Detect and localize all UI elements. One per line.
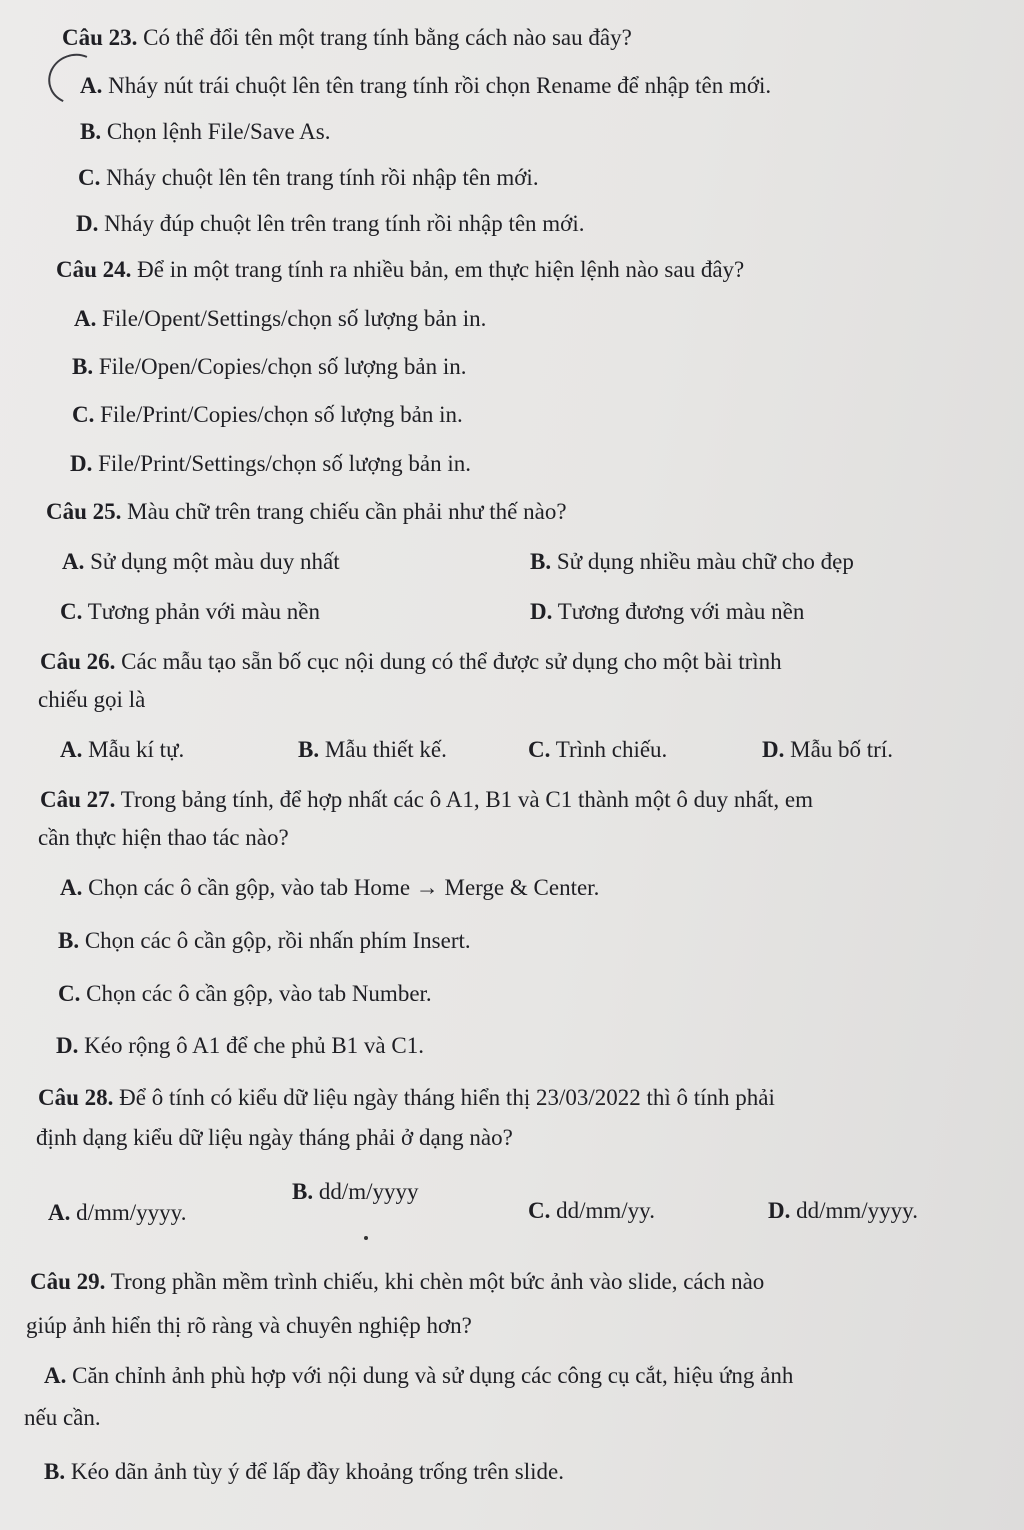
question-26: Câu 26. Các mẫu tạo sẵn bố cục nội dung có thể được sử dụng cho một bài trình (40, 649, 782, 674)
q26-option-c: C. Trình chiếu. (528, 737, 668, 762)
q27-option-d: D. Kéo rộng ô A1 để che phủ B1 và C1. (56, 1033, 424, 1058)
q28-option-c: C. dd/mm/yy. (528, 1198, 655, 1223)
question-28-line2: định dạng kiểu dữ liệu ngày tháng phải ở dạng nào? (36, 1125, 513, 1150)
q26-option-a: A. Mẫu kí tự. (60, 737, 185, 762)
q28-option-d: D. dd/mm/yyyy. (768, 1198, 918, 1223)
q23-option-b: B. Chọn lệnh File/Save As. (80, 119, 331, 144)
question-23: Câu 23. Có thể đổi tên một trang tính bằng cách nào sau đây? (62, 25, 632, 50)
q27-option-b: B. Chọn các ô cần gộp, rồi nhấn phím Insert. (58, 928, 471, 953)
q24-option-d: D. File/Print/Settings/chọn số lượng bản in. (70, 451, 471, 476)
q23-option-d: D. Nháy đúp chuột lên trên trang tính rồi nhập tên mới. (76, 211, 585, 236)
q28-option-b: B. dd/m/yyyy (292, 1179, 419, 1204)
q26-option-b: B. Mẫu thiết kế. (298, 737, 447, 762)
q23-option-a: A. Nháy nút trái chuột lên tên trang tính rồi chọn Rename để nhập tên mới. (80, 73, 772, 98)
question-26-line2: chiếu gọi là (38, 687, 146, 712)
q28-option-a: A. d/mm/yyyy. (48, 1200, 187, 1225)
q24-option-b: B. File/Open/Copies/chọn số lượng bản in. (72, 354, 467, 379)
q25-option-b: B. Sử dụng nhiều màu chữ cho đẹp (530, 549, 854, 574)
q24-option-c: C. File/Print/Copies/chọn số lượng bản in. (72, 402, 463, 427)
question-29-line2: giúp ảnh hiển thị rõ ràng và chuyên nghiệp hơn? (26, 1313, 472, 1338)
ink-dot (364, 1236, 368, 1240)
question-28: Câu 28. Để ô tính có kiểu dữ liệu ngày tháng hiển thị 23/03/2022 thì ô tính phải (38, 1085, 775, 1110)
question-27: Câu 27. Trong bảng tính, để hợp nhất các ô A1, B1 và C1 thành một ô duy nhất, em (40, 787, 814, 812)
question-25: Câu 25. Màu chữ trên trang chiếu cần phải như thế nào? (46, 499, 567, 524)
q29-option-a-line2: nếu cần. (24, 1405, 101, 1430)
question-29: Câu 29. Trong phần mềm trình chiếu, khi chèn một bức ảnh vào slide, cách nào (30, 1269, 765, 1294)
q23-option-c: C. Nháy chuột lên tên trang tính rồi nhập tên mới. (78, 165, 539, 190)
q25-option-a: A. Sử dụng một màu duy nhất (62, 549, 340, 574)
question-24: Câu 24. Để in một trang tính ra nhiều bản, em thực hiện lệnh nào sau đây? (56, 257, 745, 282)
q24-option-a: A. File/Opent/Settings/chọn số lượng bản in. (74, 306, 487, 331)
q29-option-a: A. Căn chỉnh ảnh phù hợp với nội dung và sử dụng các công cụ cắt, hiệu ứng ảnh (44, 1363, 794, 1388)
q26-option-d: D. Mẫu bố trí. (762, 737, 893, 762)
question-27-line2: cần thực hiện thao tác nào? (38, 825, 289, 850)
q25-option-d: D. Tương đương với màu nền (530, 599, 805, 624)
q27-option-a: A. Chọn các ô cần gộp, vào tab Home → Merge & Center. (60, 875, 600, 900)
q25-option-c: C. Tương phản với màu nền (60, 599, 320, 624)
q29-option-b: B. Kéo dãn ảnh tùy ý để lấp đầy khoảng trống trên slide. (44, 1459, 564, 1484)
q27-option-c: C. Chọn các ô cần gộp, vào tab Number. (58, 981, 432, 1006)
